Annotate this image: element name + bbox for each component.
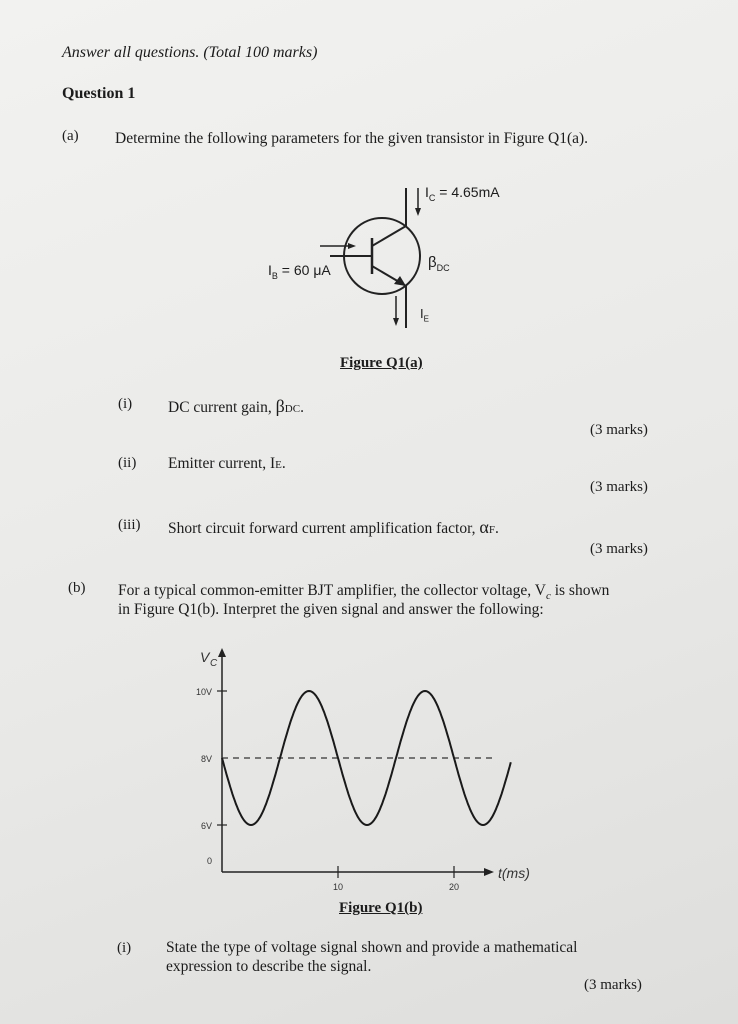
y-tick-label: 0: [206, 856, 212, 866]
exam-instructions: Answer all questions. (Total 100 marks): [62, 44, 318, 61]
ib-label: $I_B = 60$ μA: [268, 262, 331, 281]
y-axis-label: V: [200, 649, 210, 665]
item-a-i-marks: (3 marks): [590, 422, 648, 438]
y-tick-label: 6V: [200, 821, 212, 831]
beta-dc-label: $\beta_{DC}$: [428, 254, 450, 273]
ic-arrowhead: [415, 208, 421, 216]
part-a-label: (a): [62, 128, 79, 144]
x-axis-arrowhead: [484, 868, 494, 876]
item-a-iii-num: (iii): [118, 517, 141, 533]
x-tick-label: 20: [448, 882, 460, 892]
item-b-i-line1: State the type of voltage signal shown and provide a mathematical: [166, 939, 578, 956]
collector-line: [372, 226, 406, 246]
part-a-text: Determine the following parameters for the given transistor in Figure Q1(a).: [115, 130, 589, 147]
figure-q1a-caption: Figure Q1(a): [340, 355, 423, 371]
y-tick-label: 10V: [195, 687, 212, 697]
ic-label: $I_C = 4.65mA$: [425, 184, 500, 203]
y-axis-arrowhead: [218, 648, 226, 657]
x-tick-label: 10: [332, 882, 344, 892]
part-b-text-line2: in Figure Q1(b). Interpret the given signal and answer the following:: [118, 601, 544, 618]
ie-label: $I_E$: [420, 306, 429, 324]
part-b-text-line1: For a typical common-emitter BJT amplifier, the collector voltage, $V_c$ is shown: [118, 582, 610, 603]
item-b-i-marks: (3 marks): [584, 977, 642, 993]
x-axis-label: t(ms): [498, 865, 530, 881]
vc-waveform-chart: [180, 640, 550, 900]
part-b-label: (b): [68, 580, 86, 596]
item-a-i-text: DC current gain, βDC.: [168, 396, 304, 416]
item-a-ii-text: Emitter current, IE.: [168, 455, 286, 472]
ib-arrowhead: [348, 243, 356, 249]
item-a-ii-num: (ii): [118, 455, 137, 471]
y-axis-label-sub: C: [210, 658, 218, 669]
item-a-ii-marks: (3 marks): [590, 479, 648, 495]
ie-arrowhead: [393, 318, 399, 326]
item-b-i-num: (i): [117, 940, 132, 956]
figure-q1b-caption: Figure Q1(b): [339, 900, 423, 916]
question-title: Question 1: [62, 85, 136, 102]
item-a-iii-marks: (3 marks): [590, 541, 648, 557]
item-a-i-num: (i): [118, 396, 133, 412]
y-tick-label: 8V: [200, 754, 212, 764]
item-a-iii-text: Short circuit forward current amplification factor, αF.: [168, 517, 499, 537]
item-b-i-line2: expression to describe the signal.: [166, 958, 372, 975]
